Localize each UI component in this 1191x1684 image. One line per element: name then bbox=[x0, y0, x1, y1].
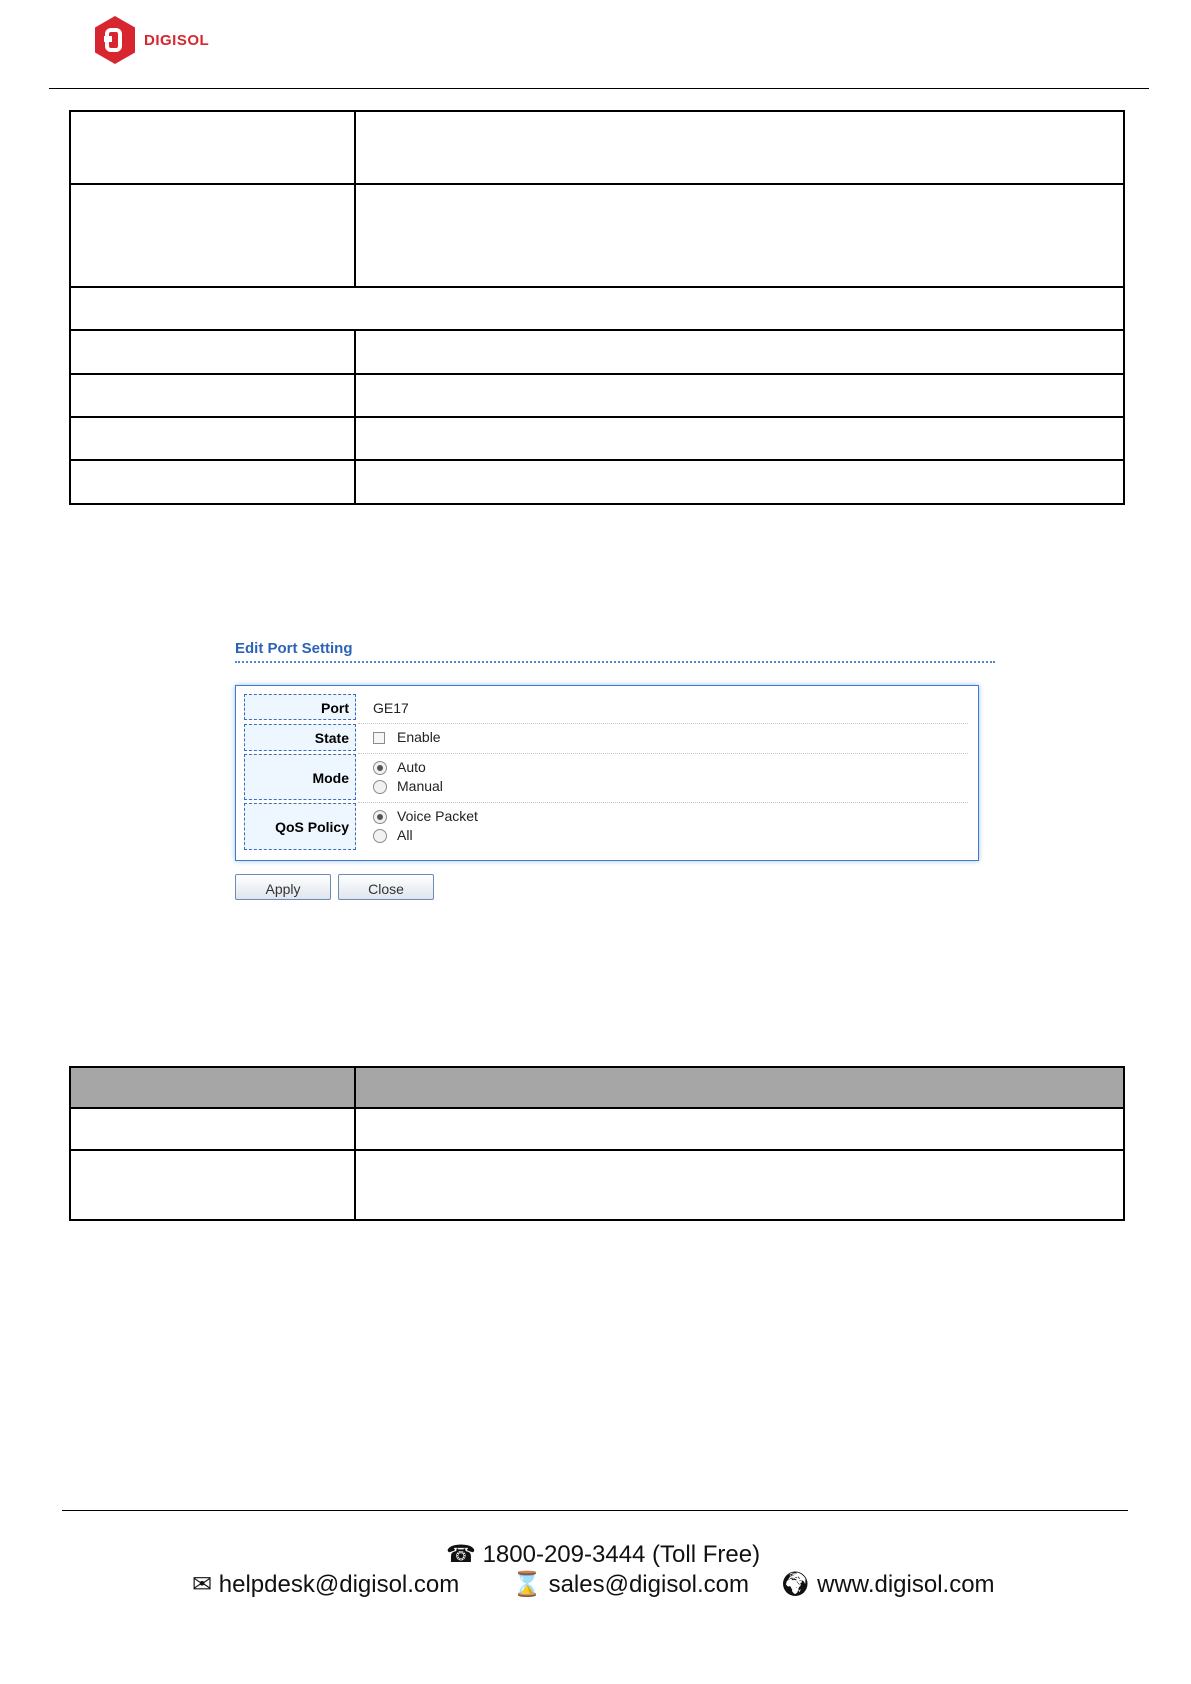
phone-number: 1800-209-3444 (Toll Free) bbox=[482, 1541, 761, 1568]
enable-checkbox-label: Enable bbox=[397, 729, 441, 745]
digisol-logo-icon bbox=[94, 15, 136, 65]
table-row bbox=[70, 374, 1124, 417]
qos-all-label: All bbox=[397, 827, 413, 843]
table-row bbox=[70, 460, 1124, 504]
enable-checkbox[interactable] bbox=[373, 732, 385, 744]
helpdesk-email[interactable]: helpdesk@digisol.com bbox=[218, 1571, 460, 1598]
mode-auto-radio[interactable] bbox=[373, 761, 387, 775]
mode-manual-label: Manual bbox=[397, 778, 443, 794]
logo-text: DIGISOL bbox=[144, 32, 210, 49]
sales-email[interactable]: sales@digisol.com bbox=[548, 1571, 749, 1598]
table-row bbox=[70, 111, 1124, 184]
state-label: State bbox=[244, 724, 356, 751]
footer-helpdesk bbox=[192, 1570, 459, 1599]
panel-title: Edit Port Setting bbox=[235, 640, 353, 657]
hourglass-icon: ⌛ bbox=[512, 1571, 542, 1598]
table-row bbox=[70, 330, 1124, 374]
apply-button[interactable]: Apply bbox=[235, 874, 331, 900]
panel-title-divider bbox=[235, 661, 995, 663]
table-header-row bbox=[70, 1067, 1124, 1108]
qos-policy-label: QoS Policy bbox=[244, 803, 356, 850]
port-value: GE17 bbox=[373, 700, 409, 716]
globe-icon: 🌍︎ bbox=[780, 1571, 811, 1598]
row-divider bbox=[358, 802, 968, 803]
table-row bbox=[70, 287, 1124, 330]
website-link[interactable]: www.digisol.com bbox=[817, 1571, 995, 1598]
mail-icon: ✉ bbox=[192, 1571, 213, 1598]
phone-icon: ☎ bbox=[446, 1541, 476, 1568]
footer-website bbox=[780, 1570, 995, 1599]
footer-phone bbox=[446, 1540, 760, 1569]
footer-divider bbox=[62, 1510, 1128, 1511]
row-divider bbox=[358, 723, 968, 724]
digisol-logo bbox=[94, 15, 224, 67]
table-row bbox=[70, 1150, 1124, 1220]
qos-voice-packet-label: Voice Packet bbox=[397, 808, 478, 824]
row-divider bbox=[358, 753, 968, 754]
port-label: Port bbox=[244, 694, 356, 720]
qos-all-radio[interactable] bbox=[373, 829, 387, 843]
qos-voice-packet-radio[interactable] bbox=[373, 810, 387, 824]
close-button[interactable]: Close bbox=[338, 874, 434, 900]
header-divider bbox=[49, 88, 1149, 89]
table-row bbox=[70, 184, 1124, 287]
edit-port-setting-panel bbox=[235, 685, 979, 861]
table-row bbox=[70, 417, 1124, 460]
table-row bbox=[70, 1108, 1124, 1150]
footer-sales bbox=[512, 1570, 749, 1599]
description-table-top bbox=[69, 110, 1125, 505]
mode-label: Mode bbox=[244, 754, 356, 800]
mode-auto-label: Auto bbox=[397, 759, 426, 775]
description-table-bottom bbox=[69, 1066, 1125, 1221]
mode-manual-radio[interactable] bbox=[373, 780, 387, 794]
